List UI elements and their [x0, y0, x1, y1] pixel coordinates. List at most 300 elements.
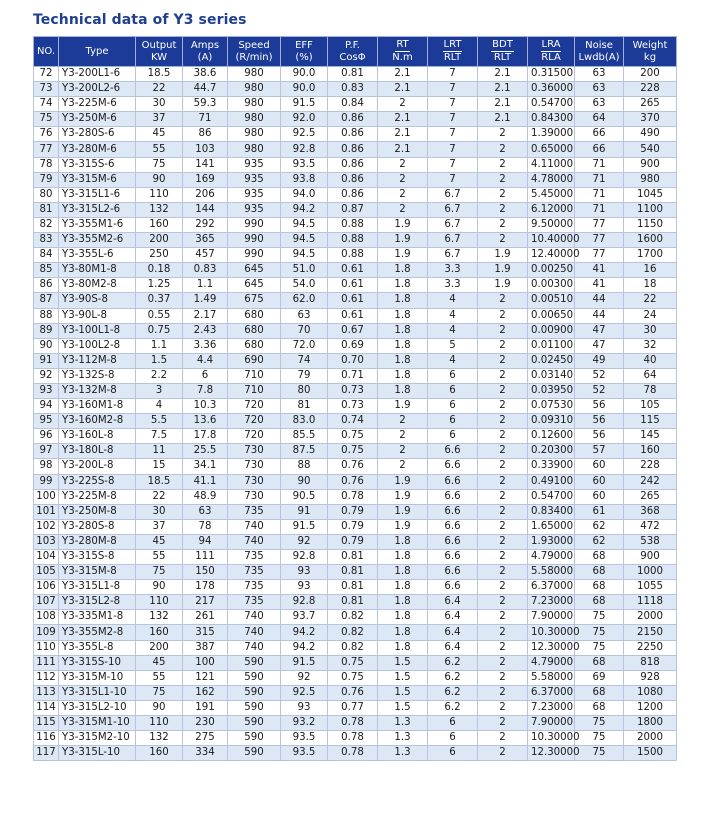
- cell-output: 75: [136, 157, 183, 172]
- cell-eff: 90.0: [281, 67, 328, 82]
- cell-bdt: 2: [478, 489, 528, 504]
- cell-eff: 93.2: [281, 716, 328, 731]
- cell-output: 55: [136, 142, 183, 157]
- cell-pf: 0.81: [328, 595, 378, 610]
- cell-speed: 680: [228, 308, 281, 323]
- cell-output: 22: [136, 489, 183, 504]
- cell-amps: 4.4: [183, 353, 228, 368]
- cell-type: Y3-315L2-6: [59, 202, 136, 217]
- cell-output: 0.75: [136, 323, 183, 338]
- cell-type: Y3-180L-8: [59, 444, 136, 459]
- cell-weight: 200: [624, 67, 677, 82]
- cell-amps: 25.5: [183, 444, 228, 459]
- cell-pf: 0.86: [328, 157, 378, 172]
- cell-output: 75: [136, 565, 183, 580]
- cell-speed: 590: [228, 685, 281, 700]
- cell-pf: 0.78: [328, 746, 378, 761]
- cell-pf: 0.86: [328, 172, 378, 187]
- cell-bdt: 2: [478, 323, 528, 338]
- cell-noise: 68: [575, 550, 624, 565]
- cell-bdt: 2: [478, 293, 528, 308]
- header-lra: [528, 37, 575, 67]
- cell-eff: 92.8: [281, 142, 328, 157]
- header-weight-line1: Weight: [632, 39, 668, 51]
- cell-rt: 1.8: [378, 323, 428, 338]
- cell-noise: 62: [575, 534, 624, 549]
- cell-lrt: 6.6: [428, 459, 478, 474]
- cell-type: Y3-280M-6: [59, 142, 136, 157]
- cell-amps: 334: [183, 746, 228, 761]
- cell-speed: 935: [228, 157, 281, 172]
- cell-lrt: 6.7: [428, 233, 478, 248]
- cell-noise: 60: [575, 474, 624, 489]
- header-lra-line1: LRA: [541, 39, 561, 50]
- cell-output: 45: [136, 655, 183, 670]
- cell-lrt: 7: [428, 82, 478, 97]
- cell-type: Y3-315L2-10: [59, 700, 136, 715]
- header-no: [34, 37, 59, 67]
- cell-output: 11: [136, 444, 183, 459]
- cell-pf: 0.77: [328, 700, 378, 715]
- cell-lra: 12.30000: [528, 746, 575, 761]
- cell-noise: 75: [575, 731, 624, 746]
- cell-no: 98: [34, 459, 59, 474]
- cell-rt: 2.1: [378, 67, 428, 82]
- cell-output: 15: [136, 459, 183, 474]
- cell-no: 111: [34, 655, 59, 670]
- cell-eff: 88: [281, 459, 328, 474]
- table-row: [34, 383, 677, 398]
- cell-bdt: 2: [478, 217, 528, 232]
- table-row: [34, 368, 677, 383]
- cell-output: 0.37: [136, 293, 183, 308]
- cell-noise: 63: [575, 82, 624, 97]
- cell-rt: 2: [378, 97, 428, 112]
- table-row: [34, 248, 677, 263]
- cell-weight: 1055: [624, 580, 677, 595]
- cell-bdt: 2: [478, 429, 528, 444]
- cell-speed: 675: [228, 293, 281, 308]
- cell-rt: 2.1: [378, 142, 428, 157]
- cell-pf: 0.86: [328, 142, 378, 157]
- cell-type: Y3-315M2-10: [59, 731, 136, 746]
- header-lrt: [428, 37, 478, 67]
- cell-speed: 935: [228, 202, 281, 217]
- cell-weight: 145: [624, 429, 677, 444]
- cell-bdt: 2: [478, 731, 528, 746]
- cell-speed: 980: [228, 127, 281, 142]
- cell-bdt: 2: [478, 670, 528, 685]
- cell-no: 114: [34, 700, 59, 715]
- cell-rt: 1.8: [378, 278, 428, 293]
- table-row: [34, 67, 677, 82]
- cell-amps: 7.8: [183, 383, 228, 398]
- cell-speed: 730: [228, 444, 281, 459]
- cell-bdt: 2: [478, 716, 528, 731]
- cell-amps: 2.43: [183, 323, 228, 338]
- cell-weight: 2000: [624, 610, 677, 625]
- table-row: [34, 519, 677, 534]
- cell-speed: 735: [228, 580, 281, 595]
- cell-bdt: 2: [478, 444, 528, 459]
- cell-eff: 92.5: [281, 127, 328, 142]
- cell-eff: 72.0: [281, 338, 328, 353]
- cell-bdt: 2: [478, 625, 528, 640]
- cell-no: 73: [34, 82, 59, 97]
- cell-noise: 52: [575, 368, 624, 383]
- table-row: [34, 580, 677, 595]
- cell-noise: 68: [575, 565, 624, 580]
- cell-no: 72: [34, 67, 59, 82]
- cell-weight: 228: [624, 459, 677, 474]
- cell-pf: 0.74: [328, 414, 378, 429]
- cell-no: 109: [34, 625, 59, 640]
- cell-rt: 1.8: [378, 610, 428, 625]
- cell-no: 103: [34, 534, 59, 549]
- cell-output: 7.5: [136, 429, 183, 444]
- cell-amps: 44.7: [183, 82, 228, 97]
- cell-bdt: 2.1: [478, 97, 528, 112]
- cell-lrt: 6.4: [428, 610, 478, 625]
- cell-lra: 0.00250: [528, 263, 575, 278]
- cell-amps: 13.6: [183, 414, 228, 429]
- cell-rt: 2.1: [378, 127, 428, 142]
- cell-noise: 77: [575, 217, 624, 232]
- cell-lrt: 6.6: [428, 580, 478, 595]
- cell-type: Y3-355M2-6: [59, 233, 136, 248]
- cell-pf: 0.73: [328, 383, 378, 398]
- table-row: [34, 534, 677, 549]
- header-pf-line1: P.F.: [345, 39, 360, 51]
- cell-noise: 71: [575, 157, 624, 172]
- cell-output: 30: [136, 97, 183, 112]
- table-row: [34, 202, 677, 217]
- cell-rt: 1.9: [378, 489, 428, 504]
- cell-noise: 71: [575, 202, 624, 217]
- cell-eff: 91: [281, 504, 328, 519]
- cell-eff: 91.5: [281, 97, 328, 112]
- cell-amps: 275: [183, 731, 228, 746]
- cell-amps: 59.3: [183, 97, 228, 112]
- cell-lra: 0.84300: [528, 112, 575, 127]
- page-title: Technical data of Y3 series: [33, 12, 247, 28]
- table-row: [34, 459, 677, 474]
- cell-noise: 44: [575, 293, 624, 308]
- cell-type: Y3-315L-10: [59, 746, 136, 761]
- table-row: [34, 172, 677, 187]
- table-row: [34, 731, 677, 746]
- cell-noise: 56: [575, 414, 624, 429]
- cell-noise: 75: [575, 640, 624, 655]
- header-noise: [575, 37, 624, 67]
- cell-amps: 100: [183, 655, 228, 670]
- cell-eff: 93.5: [281, 746, 328, 761]
- cell-no: 105: [34, 565, 59, 580]
- cell-output: 160: [136, 625, 183, 640]
- table-row: [34, 670, 677, 685]
- cell-noise: 56: [575, 399, 624, 414]
- header-amps-line2: (A): [197, 51, 213, 63]
- cell-speed: 980: [228, 67, 281, 82]
- cell-output: 132: [136, 731, 183, 746]
- cell-speed: 590: [228, 700, 281, 715]
- cell-eff: 92: [281, 670, 328, 685]
- cell-output: 1.25: [136, 278, 183, 293]
- cell-lrt: 6.6: [428, 489, 478, 504]
- cell-lra: 1.39000: [528, 127, 575, 142]
- table-row: [34, 610, 677, 625]
- cell-lra: 0.03950: [528, 383, 575, 398]
- cell-amps: 121: [183, 670, 228, 685]
- header-pf-line2: CosΦ: [339, 51, 366, 63]
- cell-speed: 990: [228, 217, 281, 232]
- cell-amps: 63: [183, 504, 228, 519]
- cell-no: 96: [34, 429, 59, 444]
- cell-eff: 90.0: [281, 82, 328, 97]
- cell-no: 112: [34, 670, 59, 685]
- cell-rt: 1.8: [378, 263, 428, 278]
- cell-no: 94: [34, 399, 59, 414]
- cell-type: Y3-90L-8: [59, 308, 136, 323]
- cell-weight: 160: [624, 444, 677, 459]
- cell-weight: 1045: [624, 187, 677, 202]
- cell-type: Y3-355M2-8: [59, 625, 136, 640]
- cell-amps: 387: [183, 640, 228, 655]
- cell-type: Y3-200L-8: [59, 459, 136, 474]
- cell-lra: 0.00510: [528, 293, 575, 308]
- cell-output: 18.5: [136, 67, 183, 82]
- cell-weight: 1118: [624, 595, 677, 610]
- cell-eff: 83.0: [281, 414, 328, 429]
- cell-noise: 56: [575, 429, 624, 444]
- cell-lra: 0.02450: [528, 353, 575, 368]
- cell-lrt: 7: [428, 97, 478, 112]
- cell-bdt: 2.1: [478, 67, 528, 82]
- cell-amps: 111: [183, 550, 228, 565]
- cell-eff: 94.5: [281, 217, 328, 232]
- cell-no: 82: [34, 217, 59, 232]
- cell-lrt: 4: [428, 353, 478, 368]
- cell-no: 74: [34, 97, 59, 112]
- cell-weight: 540: [624, 142, 677, 157]
- cell-amps: 141: [183, 157, 228, 172]
- cell-lra: 0.07530: [528, 399, 575, 414]
- cell-amps: 217: [183, 595, 228, 610]
- cell-speed: 690: [228, 353, 281, 368]
- cell-lra: 0.36000: [528, 82, 575, 97]
- cell-bdt: 2: [478, 700, 528, 715]
- cell-lrt: 6.6: [428, 444, 478, 459]
- table-row: [34, 565, 677, 580]
- cell-lrt: 4: [428, 308, 478, 323]
- cell-amps: 78: [183, 519, 228, 534]
- cell-lrt: 6.2: [428, 670, 478, 685]
- cell-amps: 206: [183, 187, 228, 202]
- table-row: [34, 323, 677, 338]
- cell-lrt: 6.2: [428, 700, 478, 715]
- table-row: [34, 685, 677, 700]
- cell-no: 107: [34, 595, 59, 610]
- cell-pf: 0.81: [328, 580, 378, 595]
- cell-output: 55: [136, 670, 183, 685]
- cell-speed: 980: [228, 142, 281, 157]
- cell-lrt: 6: [428, 731, 478, 746]
- cell-noise: 52: [575, 383, 624, 398]
- cell-lrt: 6.7: [428, 217, 478, 232]
- cell-rt: 2: [378, 157, 428, 172]
- cell-noise: 75: [575, 625, 624, 640]
- header-pf: [328, 37, 378, 67]
- cell-rt: 1.3: [378, 746, 428, 761]
- cell-eff: 62.0: [281, 293, 328, 308]
- cell-type: Y3-355M1-6: [59, 217, 136, 232]
- cell-lrt: 6.4: [428, 595, 478, 610]
- cell-lra: 7.90000: [528, 716, 575, 731]
- cell-lra: 0.00900: [528, 323, 575, 338]
- cell-rt: 1.8: [378, 595, 428, 610]
- header-output: [136, 37, 183, 67]
- cell-type: Y3-160M2-8: [59, 414, 136, 429]
- cell-weight: 900: [624, 157, 677, 172]
- cell-no: 79: [34, 172, 59, 187]
- cell-noise: 68: [575, 685, 624, 700]
- cell-weight: 818: [624, 655, 677, 670]
- cell-eff: 94.0: [281, 187, 328, 202]
- cell-speed: 710: [228, 383, 281, 398]
- cell-rt: 1.3: [378, 731, 428, 746]
- cell-eff: 63: [281, 308, 328, 323]
- cell-speed: 590: [228, 655, 281, 670]
- cell-lra: 7.23000: [528, 595, 575, 610]
- cell-pf: 0.61: [328, 278, 378, 293]
- cell-eff: 92.8: [281, 550, 328, 565]
- cell-type: Y3-112M-8: [59, 353, 136, 368]
- cell-output: 1.5: [136, 353, 183, 368]
- cell-rt: 1.9: [378, 474, 428, 489]
- cell-eff: 80: [281, 383, 328, 398]
- cell-speed: 990: [228, 248, 281, 263]
- cell-bdt: 2: [478, 202, 528, 217]
- cell-eff: 93.5: [281, 157, 328, 172]
- cell-weight: 2250: [624, 640, 677, 655]
- cell-lra: 7.90000: [528, 610, 575, 625]
- cell-speed: 720: [228, 429, 281, 444]
- cell-bdt: 1.9: [478, 278, 528, 293]
- cell-lrt: 6: [428, 368, 478, 383]
- cell-amps: 457: [183, 248, 228, 263]
- cell-no: 89: [34, 323, 59, 338]
- header-bdt-line2: RLT: [493, 52, 512, 63]
- cell-noise: 68: [575, 655, 624, 670]
- cell-type: Y3-160L-8: [59, 429, 136, 444]
- cell-type: Y3-200L1-6: [59, 67, 136, 82]
- cell-type: Y3-355L-8: [59, 640, 136, 655]
- cell-pf: 0.67: [328, 323, 378, 338]
- table-row: [34, 640, 677, 655]
- cell-lra: 5.58000: [528, 565, 575, 580]
- cell-pf: 0.75: [328, 429, 378, 444]
- cell-bdt: 2: [478, 127, 528, 142]
- cell-speed: 590: [228, 716, 281, 731]
- cell-lrt: 6.6: [428, 504, 478, 519]
- header-rt: [378, 37, 428, 67]
- table-row: [34, 127, 677, 142]
- cell-speed: 740: [228, 625, 281, 640]
- cell-eff: 87.5: [281, 444, 328, 459]
- cell-speed: 680: [228, 338, 281, 353]
- cell-weight: 64: [624, 368, 677, 383]
- cell-output: 160: [136, 217, 183, 232]
- cell-bdt: 2: [478, 640, 528, 655]
- cell-noise: 69: [575, 670, 624, 685]
- cell-type: Y3-315S-10: [59, 655, 136, 670]
- cell-rt: 1.9: [378, 233, 428, 248]
- cell-lrt: 6: [428, 383, 478, 398]
- cell-rt: 2: [378, 202, 428, 217]
- cell-lrt: 6.7: [428, 202, 478, 217]
- cell-weight: 1080: [624, 685, 677, 700]
- cell-amps: 261: [183, 610, 228, 625]
- cell-noise: 62: [575, 519, 624, 534]
- cell-bdt: 2: [478, 474, 528, 489]
- cell-lrt: 6.2: [428, 685, 478, 700]
- cell-speed: 645: [228, 278, 281, 293]
- cell-pf: 0.61: [328, 308, 378, 323]
- cell-output: 4: [136, 399, 183, 414]
- cell-speed: 735: [228, 550, 281, 565]
- cell-lrt: 6: [428, 716, 478, 731]
- cell-weight: 928: [624, 670, 677, 685]
- cell-eff: 93.7: [281, 610, 328, 625]
- cell-pf: 0.76: [328, 474, 378, 489]
- cell-rt: 1.5: [378, 685, 428, 700]
- cell-no: 91: [34, 353, 59, 368]
- cell-output: 37: [136, 112, 183, 127]
- cell-eff: 93.5: [281, 731, 328, 746]
- cell-pf: 0.78: [328, 716, 378, 731]
- cell-output: 18.5: [136, 474, 183, 489]
- header-eff-line2: (%): [295, 51, 313, 63]
- cell-weight: 228: [624, 82, 677, 97]
- cell-noise: 75: [575, 746, 624, 761]
- header-rt-line2: N.m: [392, 52, 413, 63]
- header-no-line1: NO.: [36, 45, 56, 57]
- cell-rt: 2: [378, 459, 428, 474]
- cell-lra: 6.12000: [528, 202, 575, 217]
- cell-output: 75: [136, 685, 183, 700]
- cell-pf: 0.75: [328, 444, 378, 459]
- cell-lrt: 7: [428, 67, 478, 82]
- cell-amps: 0.83: [183, 263, 228, 278]
- cell-noise: 60: [575, 459, 624, 474]
- cell-weight: 32: [624, 338, 677, 353]
- cell-lrt: 6.6: [428, 534, 478, 549]
- table-row: [34, 338, 677, 353]
- cell-pf: 0.61: [328, 293, 378, 308]
- cell-lra: 12.40000: [528, 248, 575, 263]
- cell-lrt: 5: [428, 338, 478, 353]
- cell-no: 100: [34, 489, 59, 504]
- cell-speed: 980: [228, 82, 281, 97]
- cell-lrt: 6: [428, 746, 478, 761]
- table-row: [34, 716, 677, 731]
- cell-output: 5.5: [136, 414, 183, 429]
- cell-amps: 191: [183, 700, 228, 715]
- header-lrt-line1: LRT: [443, 39, 462, 50]
- cell-eff: 93.8: [281, 172, 328, 187]
- cell-speed: 935: [228, 187, 281, 202]
- cell-amps: 230: [183, 716, 228, 731]
